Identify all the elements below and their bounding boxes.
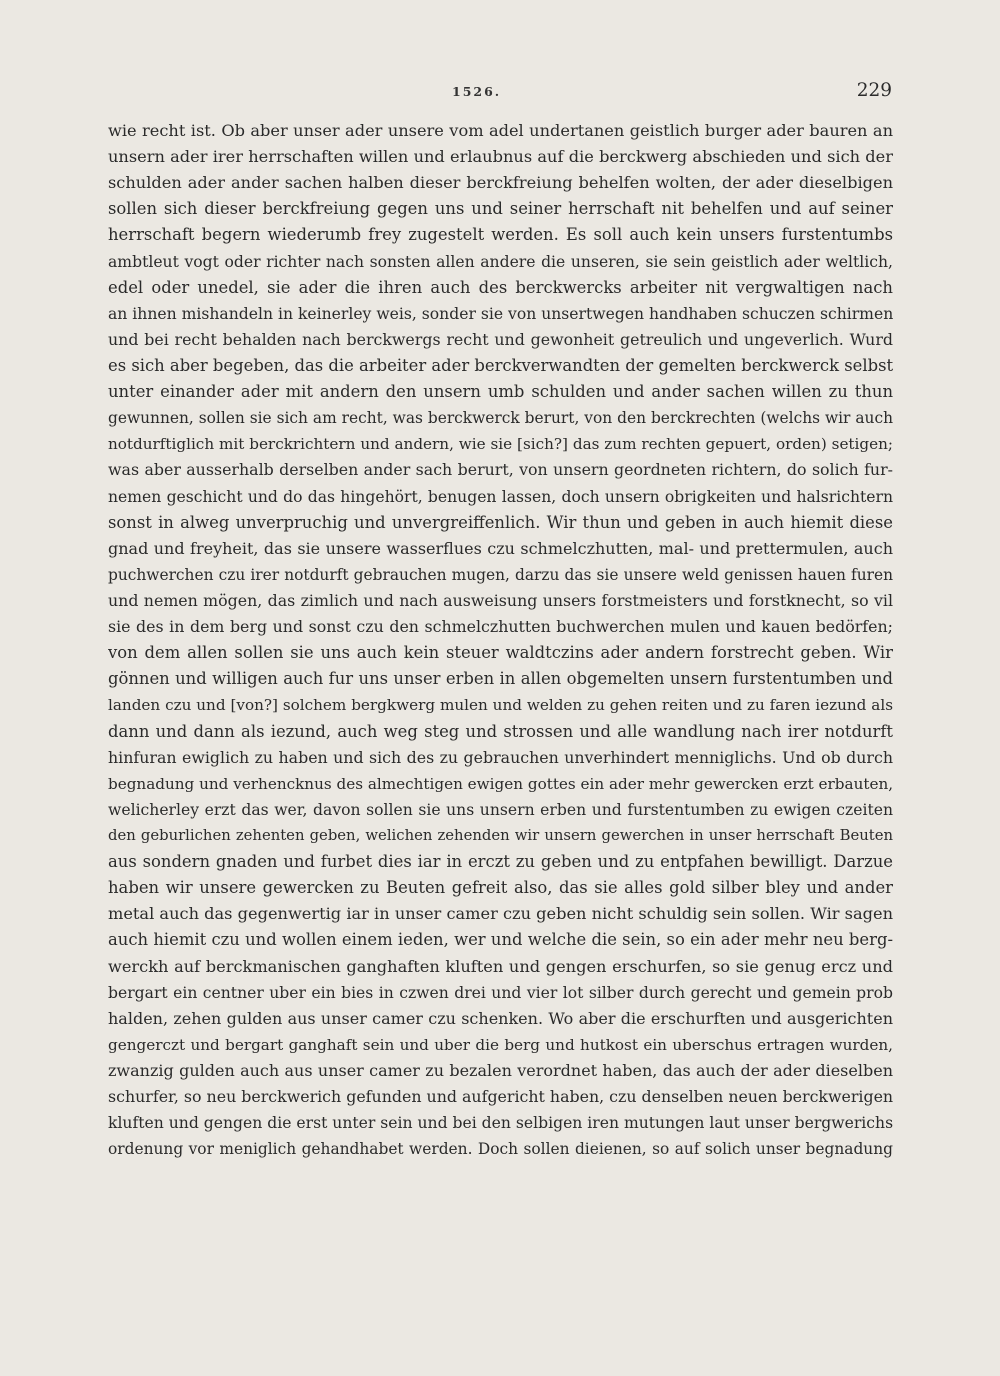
text-line: schulden ader ander sachen halben dieser berckfreiung behelfen wolten, der ader dieselbigen	[108, 173, 893, 193]
text-line: ordenung vor meniglich gehandhabet werden. Doch sollen dieienen, so auf solich unser begnadung	[108, 1140, 893, 1159]
text-line: nemen geschicht und do das hingehört, benugen lassen, doch unsern obrigkeiten und halsrichtern	[108, 487, 893, 506]
text-line: notdurftiglich mit berckrichtern und andern, wie sie [sich?] das zum rechten gepuert, orden) setigen;	[108, 435, 893, 454]
text-line: und bei recht behalden nach berckwergs recht und gewonheit getreulich und ungeverlich. Wurd	[108, 329, 893, 349]
text-line: unter einander ader mit andern den unsern umb schulden und ander sachen willen zu thun	[108, 382, 893, 402]
text-line: zwanzig gulden auch aus unser camer zu bezalen verordnet haben, das auch der ader dieselben	[108, 1060, 893, 1080]
text-line: sollen sich dieser berckfreiung gegen uns und seiner herrschaft nit behelfen und auf seiner	[108, 199, 893, 219]
text-line: und nemen mögen, das zimlich und nach ausweisung unsers forstmeisters und forstknecht, so vil	[108, 590, 893, 610]
running-head	[0, 80, 1000, 108]
running-head-year: 1526.	[452, 84, 502, 99]
text-line: hinfuran ewiglich zu haben und sich des zu gebrauchen unverhindert menniglichs. Und ob durch	[108, 747, 893, 767]
text-line: begnadung und verhencknus des almechtigen ewigen gottes ein ader mehr gewercken erzt erbauten,	[108, 774, 893, 793]
text-line: an ihnen mishandeln in keinerley weis, sonder sie von unsertwegen handhaben schuczen schirmen	[108, 304, 893, 323]
text-line: es sich aber begeben, das die arbeiter ader berckverwandten der gemelten berckwerck selbst	[108, 355, 893, 375]
text-line: gnad und freyheit, das sie unsere wasserflues czu schmelczhutten, mal- und prettermulen, auch	[108, 538, 893, 558]
text-line: gewunnen, sollen sie sich am recht, was berckwerck berurt, von den berckrechten (welchs wir auch	[108, 409, 893, 428]
text-line: bergart ein centner uber ein bies in czwen drei und vier lot silber durch gerecht und gemein prob	[108, 983, 893, 1002]
text-line: gengerczt und bergart ganghaft sein und uber die berg und hutkost ein uberschus ertragen wurden,	[108, 1035, 893, 1054]
text-line: auch hiemit czu und wollen einem ieden, wer und welche die sein, so ein ader mehr neu berg-	[108, 930, 893, 950]
text-line: schurfer, so neu berckwerich gefunden und aufgericht haben, czu denselben neuen berckwerigen	[108, 1087, 893, 1107]
text-line: welicherley erzt das wer, davon sollen sie uns unsern erben und furstentumben zu ewigen czeiten	[108, 800, 893, 819]
text-line: werckh auf berckmanischen ganghaften kluften und gengen erschurfen, so sie genug ercz und	[108, 956, 893, 976]
text-line: gönnen und willigen auch fur uns unser erben in allen obgemelten unsern furstentumben und	[108, 669, 893, 689]
text-line: herrschaft begern wiederumb frey zugestelt werden. Es soll auch kein unsers furstentumbs	[108, 225, 893, 245]
text-line: halden, zehen gulden aus unser camer czu schenken. Wo aber die erschurften und ausgerichten	[108, 1008, 893, 1028]
text-line: den geburlichen zehenten geben, welichen zehenden wir unsern gewerchen in unser herrschaft Beuten	[108, 826, 893, 844]
text-line: edel oder unedel, sie ader die ihren auch des berckwercks arbeiter nit vergwaltigen nach	[108, 277, 893, 297]
text-line: sonst in alweg unverpruchig und unvergreiffenlich. Wir thun und geben in auch hiemit diese	[108, 512, 893, 532]
text-line: dann und dann als iezund, auch weg steg und strossen und alle wandlung nach irer notdurft	[108, 721, 893, 741]
text-line: landen czu und [von?] solchem bergkwerg mulen und welden zu gehen reiten und zu faren iezund als	[108, 696, 893, 715]
text-line: wie recht ist. Ob aber unser ader unsere vom adel undertanen geistlich burger ader bauren an	[108, 121, 893, 140]
text-line: metal auch das gegenwertig iar in unser camer czu geben nicht schuldig sein sollen. Wir sagen	[108, 904, 893, 924]
text-line: haben wir unsere gewercken zu Beuten gefreit also, das sie alles gold silber bley und ander	[108, 878, 893, 898]
text-line: von dem allen sollen sie uns auch kein steuer waldtczins ader andern forstrecht geben. Wir	[108, 643, 893, 663]
text-line: ambtleut vogt oder richter nach sonsten allen andere die unseren, sie sein geistlich ader weltlich,	[108, 252, 893, 271]
text-line: sie des in dem berg und sonst czu den schmelczhutten buchwerchen mulen und kauen bedörfen;	[108, 617, 893, 637]
text-line: unsern ader irer herrschaften willen und erlaubnus auf die berckwerg abschieden und sich der	[108, 147, 893, 167]
text-line: kluften und gengen die erst unter sein und bei den selbigen iren mutungen laut unser bergwerichs	[108, 1114, 893, 1133]
text-line: aus sondern gnaden und furbet dies iar in erczt zu geben und zu entpfahen bewilligt. Darzue	[108, 852, 893, 872]
text-line: puchwerchen czu irer notdurft gebrauchen mugen, darzu das sie unsere weld genissen hauen furen	[108, 565, 893, 584]
page-number: 229	[856, 80, 892, 101]
text-line: was aber ausserhalb derselben ander sach berurt, von unsern geordneten richtern, do solich fur-	[108, 460, 893, 480]
body-text	[108, 118, 893, 1162]
